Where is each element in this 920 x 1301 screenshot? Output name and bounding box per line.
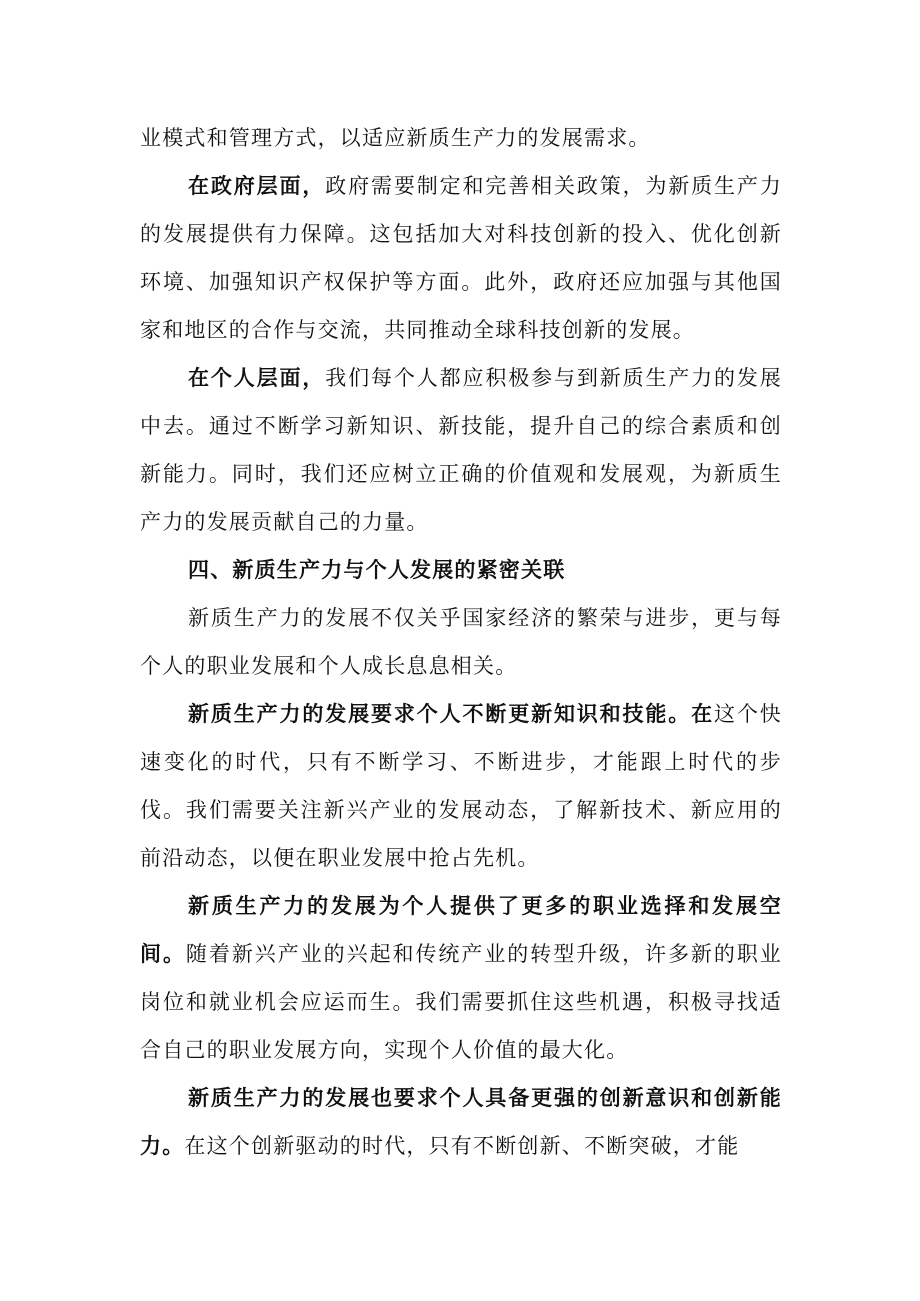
paragraph-text: 政府需要制定和完善相关政策，为新质生产力的发展提供有力保障。这包括加大对科技创新的投入、优化创新环境、加强知识产权保护等方面。此外，政府还应加强与其他国家和地区的合作与交流，共同推动全球科技创新的发展。 bbox=[140, 174, 782, 342]
paragraph-lead: 在个人层面， bbox=[188, 365, 326, 390]
paragraph-lead: 在政府层面， bbox=[188, 173, 326, 198]
document-body bbox=[140, 114, 782, 1170]
paragraph-career-options bbox=[140, 882, 782, 1074]
section-heading-four bbox=[140, 546, 782, 594]
paragraph-lead: 新质生产力的发展要求个人不断更新知识和技能。在 bbox=[188, 701, 715, 726]
paragraph-text: 在这个创新驱动的时代，只有不断创新、不断突破，才能 bbox=[184, 1134, 740, 1158]
paragraph-lead: 新质生产力的发展也要求个人具备更强的创新意识和创新能力。 bbox=[140, 1085, 782, 1158]
paragraph-section-intro bbox=[140, 594, 782, 690]
paragraph-text: 这个快速变化的时代，只有不断学习、不断进步，才能跟上时代的步伐。我们需要关注新兴产业的发展动态，了解新技术、新应用的前沿动态，以便在职业发展中抢占先机。 bbox=[140, 702, 782, 870]
paragraph-government-level bbox=[140, 162, 782, 354]
paragraph-text: 新质生产力的发展不仅关乎国家经济的繁荣与进步，更与每个人的职业发展和个人成长息息相关。 bbox=[140, 606, 782, 678]
paragraph-update-skills bbox=[140, 690, 782, 882]
paragraph-text: 我们每个人都应积极参与到新质生产力的发展中去。通过不断学习新知识、新技能，提升自己的综合素质和创新能力。同时，我们还应树立正确的价值观和发展观，为新质生产力的发展贡献自己的力量。 bbox=[140, 366, 782, 534]
paragraph-text: 随着新兴产业的兴起和传统产业的转型升级，许多新的职业岗位和就业机会应运而生。我们需要抓住这些机遇，积极寻找适合自己的职业发展方向，实现个人价值的最大化。 bbox=[140, 942, 782, 1062]
paragraph-individual-level bbox=[140, 354, 782, 546]
paragraph-innovation bbox=[140, 1074, 782, 1170]
section-heading-text: 四、新质生产力与个人发展的紧密关联 bbox=[188, 557, 566, 582]
paragraph-text: 业模式和管理方式，以适应新质生产力的发展需求。 bbox=[140, 126, 651, 150]
paragraph-continuation bbox=[140, 114, 782, 162]
paragraph-lead: 新质生产力的发展为个人提供了更多的职业选择和发展空间。 bbox=[140, 893, 782, 966]
